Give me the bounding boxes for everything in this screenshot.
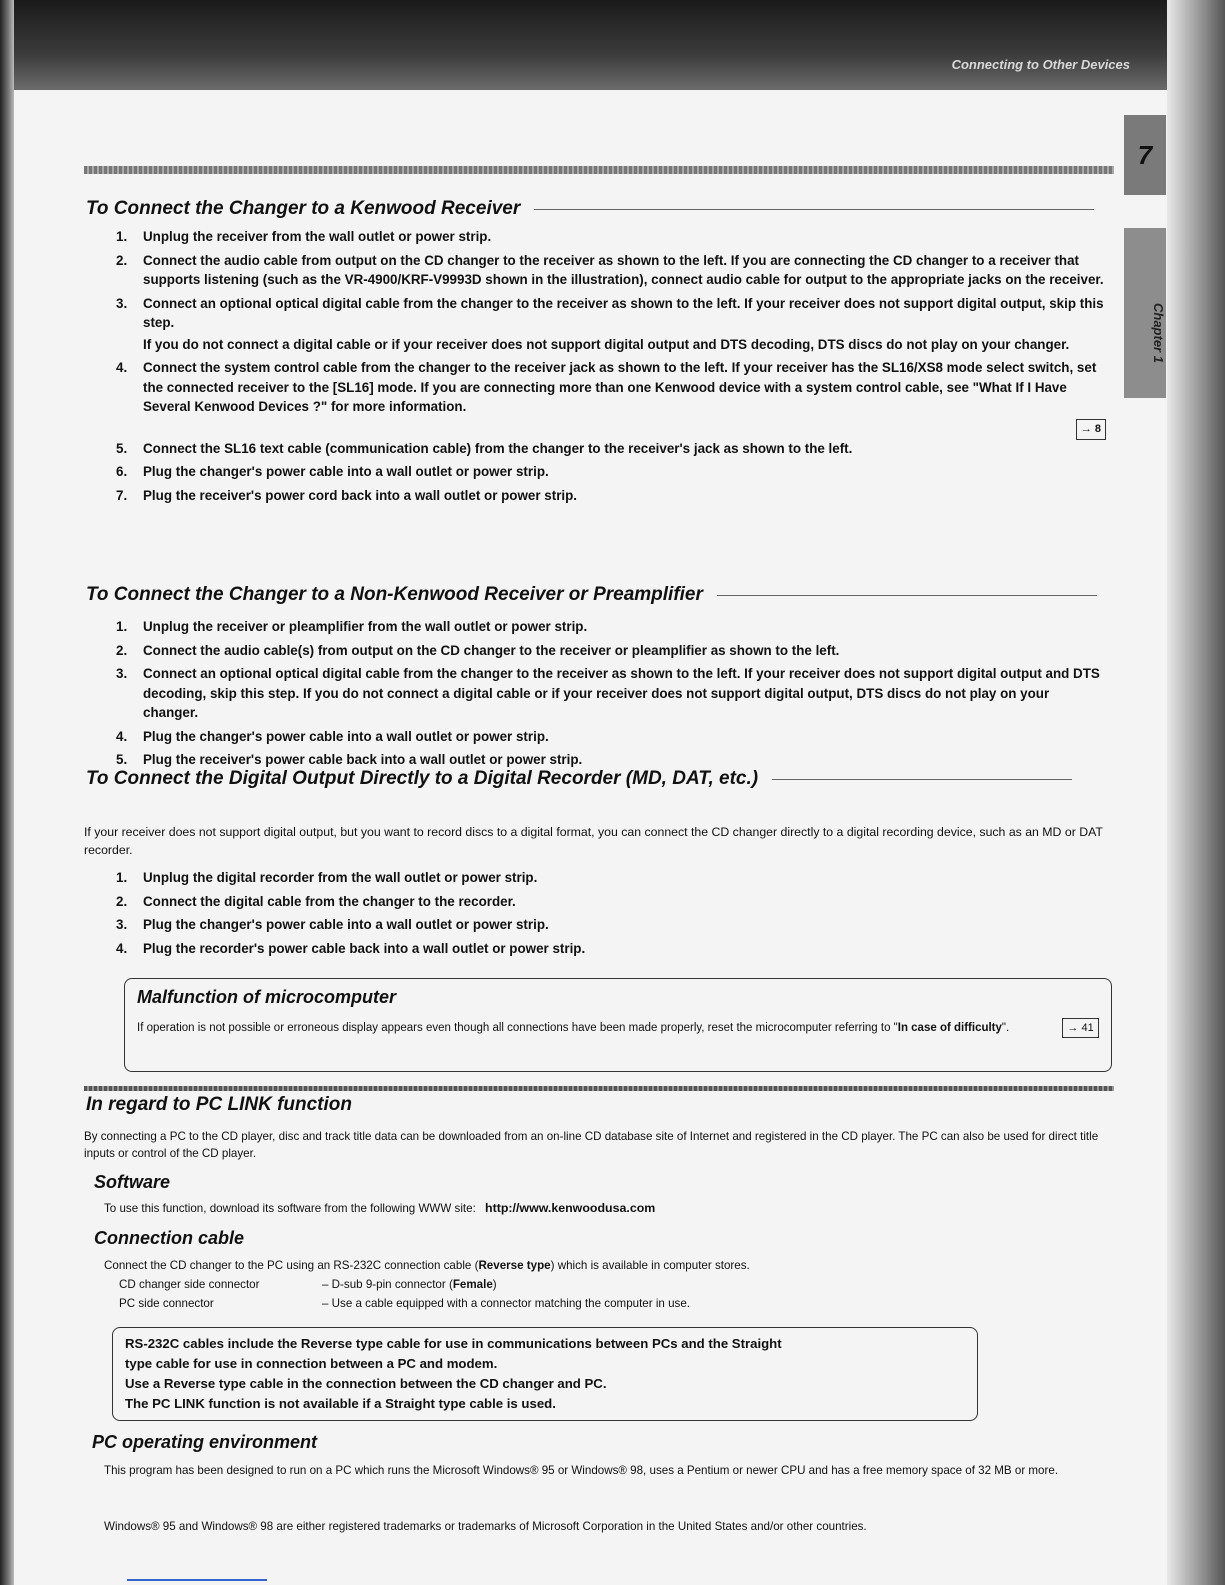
malfunction-body: [137, 1018, 1099, 1038]
step: [116, 439, 1076, 459]
note-line: RS-232C cables include the Reverse type cable for use in communications between PCs and the Straight: [125, 1336, 782, 1351]
step-number: 5.: [116, 440, 128, 456]
step: [116, 617, 1106, 637]
software-text: [104, 1200, 655, 1217]
step: [116, 227, 1106, 247]
software-description: To use this function, download its software from the following WWW site:: [104, 1202, 476, 1215]
steps-non-kenwood: [116, 617, 1106, 774]
note-line: type cable for use in connection between a PC and modem.: [125, 1356, 498, 1371]
step-text: Plug the receiver's power cable back into a wall outlet or power strip.: [143, 752, 583, 767]
step-text: Plug the changer's power cable into a wall outlet or power strip.: [143, 464, 549, 479]
malfunction-text: If operation is not possible or erroneous display appears even though all connections have been made properly, reset the microcomputer referring to ": [137, 1022, 898, 1034]
connection-cable-title: Connection cable: [94, 1228, 245, 1248]
step-number: 2.: [116, 642, 128, 658]
connection-cable-text: [104, 1257, 750, 1274]
cd-side-text-end: ): [492, 1278, 497, 1291]
cd-side-type: Female: [452, 1278, 493, 1291]
section-title-kenwood: [86, 198, 1094, 220]
step: [116, 462, 1106, 482]
step-number: 4.: [116, 360, 128, 375]
section-title-text: In regard to PC LINK function: [86, 1094, 352, 1115]
page-reference[interactable]: → 41: [1062, 1018, 1098, 1038]
step-number: 4.: [116, 728, 128, 744]
malfunction-title: Malfunction of microcomputer: [137, 987, 397, 1007]
page-reference-number: 41: [1081, 1022, 1094, 1034]
chapter-tab-label: Chapter 1: [1151, 303, 1166, 363]
cd-side-connector-value: [322, 1276, 497, 1293]
note-line: The PC LINK function is not available if a Straight type cable is used.: [125, 1396, 556, 1411]
rs232c-note-box: [112, 1327, 978, 1421]
step-number: 1.: [116, 870, 128, 885]
mid-rule: [84, 1086, 1114, 1091]
step-number: 2.: [116, 252, 128, 268]
step-number: 3.: [116, 917, 128, 932]
step-text: Connect the system control cable from the changer to the receiver jack as shown to the left. If your receiver has the SL16/XS8 mode select switch, set the connected receiver to the [SL16] mode. If you are connecting more than one Kenwood device with a system control cable, see "What If I Have Several Kenwood Devices ?" for more information.: [143, 360, 1097, 414]
step-text: Plug the recorder's power cable back into a wall outlet or power strip.: [143, 940, 586, 956]
cable-text-2: ) which is available in computer stores.: [550, 1259, 750, 1272]
malfunction-link-text: In case of difficulty: [897, 1022, 1002, 1034]
page-reference-number: 8: [1094, 422, 1101, 435]
title-rule: [534, 209, 1094, 210]
chapter-number-tab: 7: [1124, 115, 1166, 195]
step-text: Unplug the digital recorder from the wall outlet or power strip.: [143, 870, 538, 885]
cable-type: Reverse type: [478, 1259, 551, 1272]
step-number: 1.: [116, 229, 128, 244]
step-number: 5.: [116, 752, 128, 767]
step-text: Connect the SL16 text cable (communication cable) from the changer to the receiver's jack as shown to the left.: [143, 440, 853, 456]
step: [116, 358, 1106, 417]
step-text: Unplug the receiver or pleamplifier from the wall outlet or power strip.: [143, 619, 588, 634]
step-text: Plug the receiver's power cord back into a wall outlet or power strip.: [143, 487, 578, 503]
step-number: 6.: [116, 464, 128, 479]
step: [116, 727, 1106, 747]
step-text: Connect an optional optical digital cable from the changer to the receiver as shown to the left. If your receiver does not support digital output, skip this step.: [143, 295, 1104, 330]
trademark-text: Windows® 95 and Windows® 98 are either registered trademarks or trademarks of Microsoft Corporation in the United States and/or other countries.: [104, 1520, 867, 1533]
step: [116, 294, 1106, 333]
title-rule: [772, 779, 1072, 780]
step: [116, 915, 1106, 935]
cable-text-1: Connect the CD changer to the PC using an RS-232C connection cable (: [104, 1259, 479, 1272]
software-url-link[interactable]: http://www.kenwoodusa.com: [485, 1201, 656, 1215]
section-title-text: To Connect the Changer to a Non-Kenwood Receiver or Preamplifier: [86, 584, 703, 605]
step-text: Unplug the receiver from the wall outlet or power strip.: [143, 229, 492, 244]
pc-side-connector-value: – Use a cable equipped with a connector matching the computer in use.: [322, 1297, 690, 1310]
malfunction-text-end: ".: [1001, 1022, 1010, 1034]
step: [116, 251, 1106, 290]
step: [116, 486, 1106, 506]
header-band: [0, 0, 1225, 90]
pc-side-connector-label: PC side connector: [119, 1297, 214, 1310]
digital-recorder-intro: If your receiver does not support digital output, but you want to record discs to a digital format, you can connect the CD changer directly to a digital recording device, such as an MD or DAT recorder.: [84, 825, 1103, 857]
step-text: Plug the changer's power cable into a wall outlet or power strip.: [143, 917, 549, 932]
scan-edge-left: [0, 0, 14, 1585]
step-note: If you do not connect a digital cable or if your receiver does not support digital output and DTS decoding, DTS discs do not play on your changer.: [143, 336, 1070, 352]
step: [116, 641, 1106, 661]
step: [116, 939, 1106, 959]
section-title-non-kenwood: [86, 584, 1097, 606]
step-text: Plug the changer's power cable into a wall outlet or power strip.: [143, 728, 549, 744]
pc-environment-title: PC operating environment: [92, 1432, 318, 1452]
section-label: Connecting to Other Devices: [951, 57, 1130, 72]
steps-digital-recorder: [116, 868, 1106, 962]
scan-edge-right: [1167, 0, 1225, 1585]
step-text: Connect the audio cable(s) from output on the CD changer to the receiver or pleamplifier as shown to the left.: [143, 642, 840, 658]
step: [116, 750, 1106, 770]
step-number: 1.: [116, 619, 128, 634]
step: [116, 664, 1106, 723]
step: [116, 892, 1106, 912]
section-title-pc-link: [86, 1094, 352, 1116]
chapter-tab: [1124, 228, 1166, 398]
step-number: 3.: [116, 295, 128, 311]
section-title-text: To Connect the Digital Output Directly to a Digital Recorder (MD, DAT, etc.): [86, 768, 759, 789]
malfunction-box: [124, 978, 1112, 1072]
cd-side-text: – D-sub 9-pin connector (: [322, 1278, 453, 1291]
software-title: Software: [94, 1172, 171, 1192]
step-text: Connect an optional optical digital cable from the changer to the receiver as shown to the left. If your receiver does not support digital output and DTS decoding, skip this step. If you do not connect a digital cable or if your receiver does not support digital output, DTS discs do not play on your changer.: [143, 666, 1100, 720]
step-number: 4.: [116, 940, 128, 956]
cd-side-connector-label: CD changer side connector: [119, 1278, 260, 1291]
page-reference[interactable]: → 8: [1076, 419, 1106, 441]
steps-kenwood: [116, 227, 1106, 509]
section-title-text: To Connect the Changer to a Kenwood Receiver: [86, 198, 521, 219]
pc-environment-text: This program has been designed to run on a PC which runs the Microsoft Windows® 95 or Windows® 98, uses a Pentium or newer CPU and has a free memory space of 32 MB or more.: [104, 1464, 1059, 1477]
step: [116, 868, 1106, 888]
step-number: 3.: [116, 666, 128, 681]
pc-link-intro: By connecting a PC to the CD player, disc and track title data can be downloaded from an on-line CD database site of Internet and registered in the CD player. The PC can also be used for direct title inputs or control of the CD player.: [84, 1130, 1099, 1160]
step-number: 7.: [116, 487, 128, 503]
link-underline: [127, 1579, 267, 1581]
title-rule: [717, 595, 1097, 596]
note-line: Use a Reverse type cable in the connection between the CD changer and PC.: [125, 1376, 607, 1391]
section-title-digital-recorder: [86, 768, 1072, 790]
step-number: 2.: [116, 893, 128, 909]
step-text: Connect the audio cable from output on the CD changer to the receiver as shown to the left. If you are connecting the CD changer to a receiver that supports listening (such as the VR-4900/KRF-V9993D shown in the illustration), connect audio cable for output to the appropriate jacks on the receiver.: [143, 252, 1104, 287]
top-rule: [84, 166, 1114, 174]
step-text: Connect the digital cable from the changer to the recorder.: [143, 893, 516, 909]
